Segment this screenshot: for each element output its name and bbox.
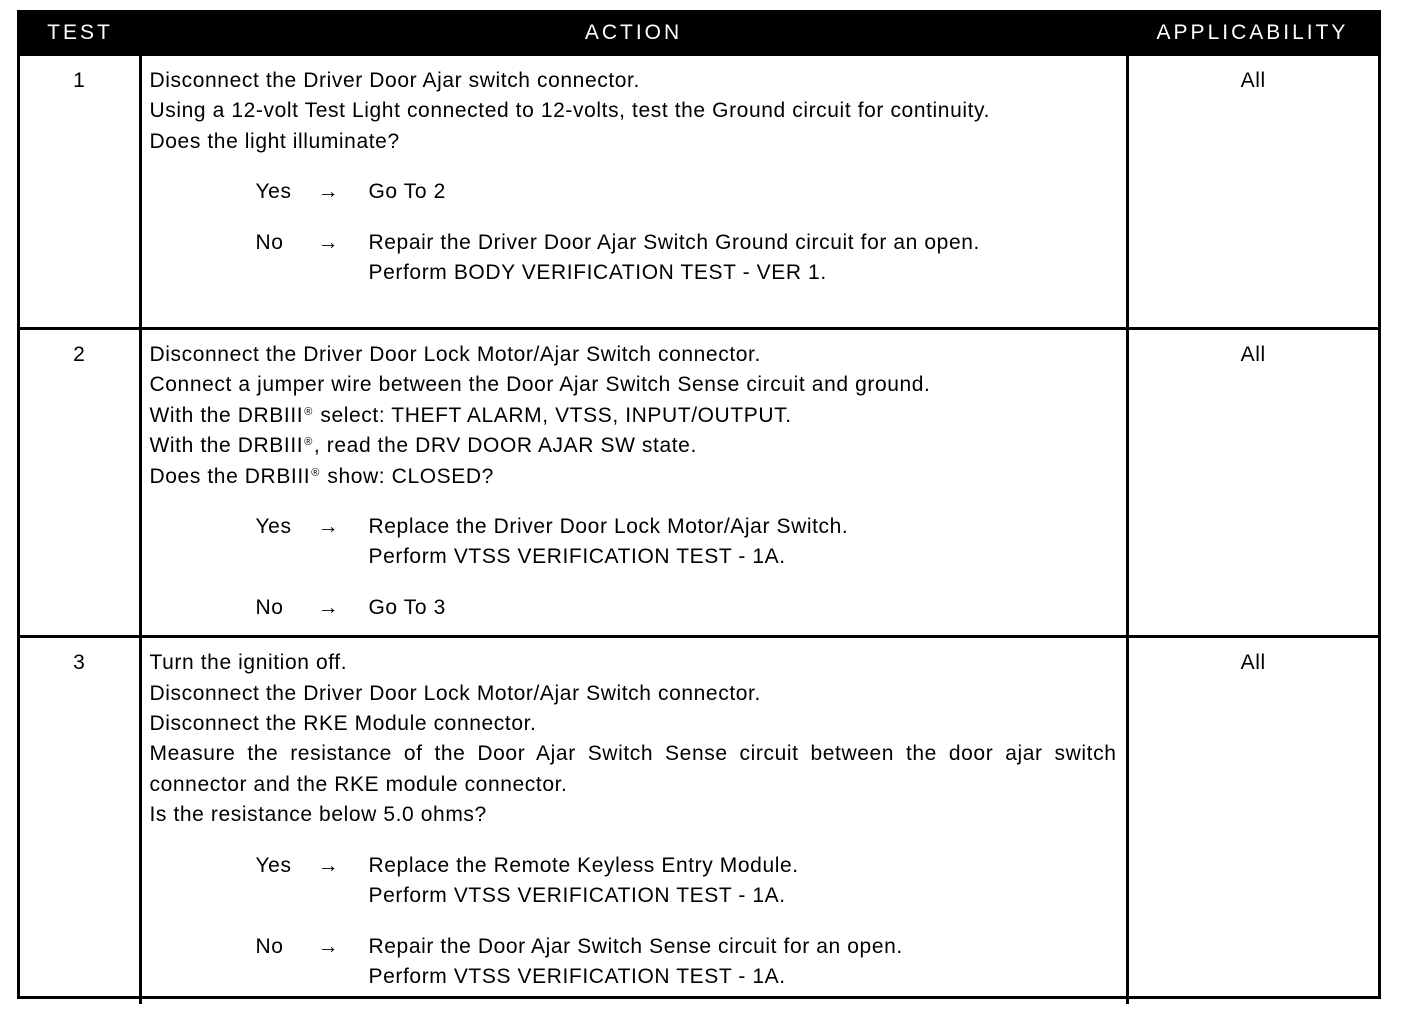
yes-outcome: Perform VTSS VERIFICATION TEST - 1A. [368,545,786,569]
action-step: Is the resistance below 5.0 ohms? [149,803,487,827]
arrow-icon: → [317,595,340,619]
yes-result [150,512,1117,573]
no-outcome: Repair the Door Ajar Switch Sense circuit for an open. [368,934,903,958]
no-outcome: Repair the Driver Door Ajar Switch Ground circuit for an open. [368,230,980,254]
arrow-icon: → [317,515,340,539]
arrow-icon: → [317,934,340,958]
action-step: Disconnect the Driver Door Ajar switch connector. [149,69,640,92]
table-row [20,55,1378,329]
yes-outcome: Replace the Driver Door Lock Motor/Ajar Switch. [368,515,849,539]
registered-mark: ® [311,466,320,479]
table-header [20,13,1378,55]
yes-label: Yes [255,853,292,877]
action-step: Disconnect the RKE Module connector. [149,712,537,736]
yes-outcome: Perform VTSS VERIFICATION TEST - 1A. [368,884,786,908]
action-step: Disconnect the Driver Door Lock Motor/Ajar Switch connector. [149,343,761,366]
arrow-icon: → [317,230,340,254]
no-label: No [255,230,284,254]
action-step: With the DRBIII®, read the DRV DOOR AJAR SW state. [149,434,697,458]
action-cell [140,329,1127,637]
yes-result [150,177,1117,207]
no-outcome: Go To 3 [368,595,446,619]
no-result [150,932,1117,993]
action-step: Turn the ignition off. [149,651,348,675]
no-label: No [255,595,284,619]
header-test: TEST [20,13,140,55]
no-outcome: Perform VTSS VERIFICATION TEST - 1A. [368,964,786,988]
table-row [20,329,1378,637]
action-step: Measure the resistance of the Door Ajar Switch Sense circuit between the door ajar switch connector and the RKE module connector. [149,742,1117,796]
test-table [20,13,1378,1004]
action-step: Using a 12-volt Test Light connected to 12-volts, test the Ground circuit for continuity. [149,99,991,123]
yes-outcome: Replace the Remote Keyless Entry Module. [368,853,799,877]
no-label: No [255,934,284,958]
yes-label: Yes [255,180,292,204]
diagnostic-test-table [17,10,1381,999]
action-cell [140,55,1127,329]
yes-result [150,851,1117,912]
applicability-cell: All [1127,55,1378,329]
test-number: 2 [20,329,140,637]
action-step: Does the DRBIII® show: CLOSED? [149,464,494,488]
action-cell [140,637,1127,1005]
action-step: Disconnect the Driver Door Lock Motor/Ajar Switch connector. [149,681,761,705]
test-number: 3 [20,637,140,1005]
yes-outcome: Go To 2 [368,180,446,204]
test-number: 1 [20,55,140,329]
arrow-icon: → [317,853,340,877]
registered-mark: ® [304,405,313,418]
arrow-icon: → [317,180,340,204]
no-outcome: Perform BODY VERIFICATION TEST - VER 1. [368,261,827,285]
no-result [150,228,1117,289]
no-result [150,593,1117,623]
registered-mark: ® [304,436,313,449]
header-action: ACTION [140,13,1127,55]
yes-label: Yes [255,515,292,539]
table-row [20,637,1378,1005]
action-step: With the DRBIII® select: THEFT ALARM, VTSS, INPUT/OUTPUT. [149,403,792,427]
header-applicability: APPLICABILITY [1127,13,1378,55]
action-step: Connect a jumper wire between the Door Ajar Switch Sense circuit and ground. [149,373,931,397]
action-step: Does the light illuminate? [149,129,400,153]
applicability-cell: All [1127,637,1378,1005]
applicability-cell: All [1127,329,1378,637]
